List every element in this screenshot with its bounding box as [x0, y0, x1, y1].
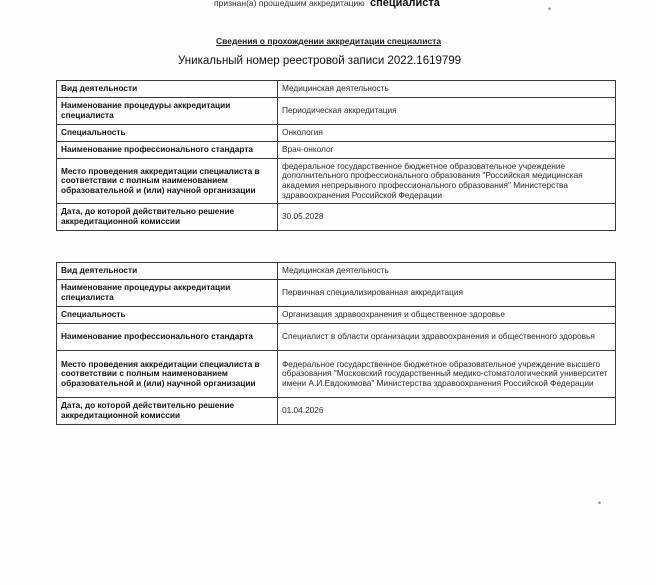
table-row [57, 280, 616, 307]
accreditation-table-1 [56, 80, 616, 231]
recognized-line [214, 0, 440, 9]
row-value: Первичная специализированная аккредитация [278, 280, 616, 307]
table-row [57, 81, 616, 98]
recognized-prefix: признан(а) прошедшим аккредитацию [214, 0, 365, 8]
registry-line [178, 55, 461, 67]
row-label: Вид деятельности [57, 263, 278, 280]
row-value: 01.04.2026 [278, 398, 616, 425]
table-row [57, 142, 616, 159]
row-label: Дата, до которой действительно решение аккредитационной комиссии [57, 398, 278, 425]
recognized-strong: специалиста [370, 0, 440, 9]
table-row [57, 98, 616, 125]
row-value: Специалист в области организации здравоохранения и общественного здоровья [278, 324, 616, 351]
row-value: федеральное государственное бюджетное образовательное учреждение дополнительного профессионального образования "Российская медицинская академия непрерывного профессионального образования" Министерства здравоохранения Российской Федерации [278, 159, 616, 204]
row-label: Место проведения аккредитации специалиста в соответствии с полным наименованием образовательной и (или) научной организации [57, 159, 278, 204]
row-value: Онкология [278, 125, 616, 142]
table-row [57, 159, 616, 204]
scan-speck: • [548, 4, 552, 14]
row-value: Периодическая аккредитация [278, 98, 616, 125]
row-label: Наименование профессионального стандарта [57, 324, 278, 351]
table-row [57, 307, 616, 324]
row-value: Медицинская деятельность [278, 81, 616, 98]
row-label: Наименование процедуры аккредитации специалиста [57, 280, 278, 307]
table-row [57, 398, 616, 425]
row-value: Организация здравоохранения и общественное здоровье [278, 307, 616, 324]
row-value: 30.05.2028 [278, 204, 616, 231]
row-label: Вид деятельности [57, 81, 278, 98]
accreditation-table-2 [56, 262, 616, 425]
table-row [57, 324, 616, 351]
registry-number: 2022.1619799 [387, 55, 462, 67]
row-label: Место проведения аккредитации специалиста в соответствии с полным наименованием образовательной и (или) научной организации [57, 351, 278, 398]
row-label: Специальность [57, 125, 278, 142]
row-value: Врач-онколог [278, 142, 616, 159]
table-row [57, 125, 616, 142]
section-title: Сведения о прохождении аккредитации специалиста [216, 36, 442, 46]
row-label: Дата, до которой действительно решение аккредитационной комиссии [57, 204, 278, 231]
row-label: Наименование процедуры аккредитации специалиста [57, 98, 278, 125]
table-row [57, 204, 616, 231]
row-label: Специальность [57, 307, 278, 324]
table-row [57, 351, 616, 398]
scan-speck: • [598, 498, 602, 508]
registry-label: Уникальный номер реестровой записи [178, 55, 385, 67]
row-label: Наименование профессионального стандарта [57, 142, 278, 159]
row-value: Медицинская деятельность [278, 263, 616, 280]
row-value: Федеральное государственное бюджетное образовательное учреждение высшего образования "Московский государственный медико-стоматологический университет имени А.И.Евдокимова" Министерства здравоохранения Российской Федерации [278, 351, 616, 398]
table-row [57, 263, 616, 280]
